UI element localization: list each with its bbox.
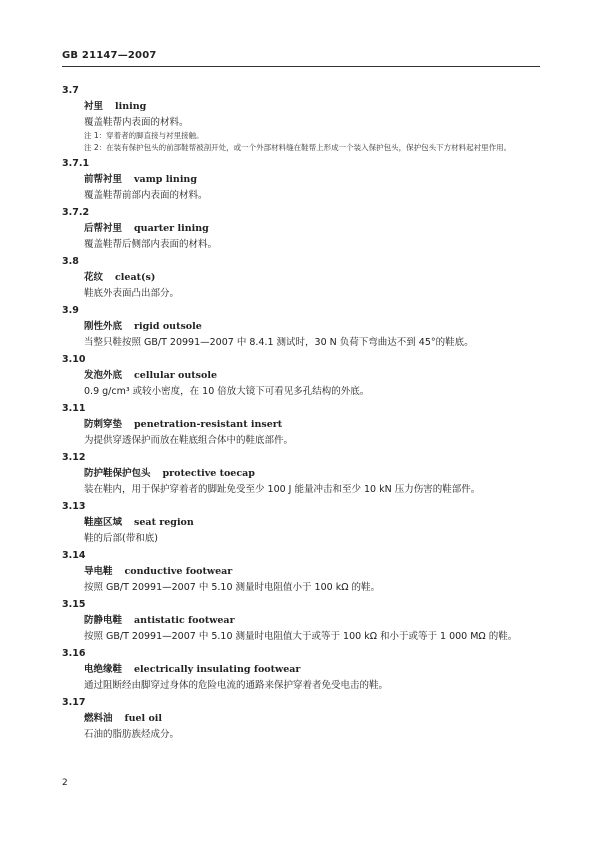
clause-number: 3.8 <box>62 256 79 267</box>
clause-number: 3.10 <box>62 354 86 365</box>
clause-number: 3.17 <box>62 697 86 708</box>
term-line <box>62 100 540 114</box>
term-line <box>62 614 540 628</box>
term-english: conductive footwear <box>124 566 233 577</box>
term-definition: 为提供穿透保护而放在鞋底组合体中的鞋底部件。 <box>84 435 294 446</box>
clause-number: 3.15 <box>62 599 86 610</box>
term-english: vamp lining <box>134 174 197 185</box>
term-english: fuel oil <box>124 713 163 724</box>
term-chinese: 后帮衬里 <box>84 223 123 234</box>
clause-number: 3.7.2 <box>62 207 90 218</box>
clause-item <box>62 402 540 451</box>
clause-number: 3.7.1 <box>62 158 90 169</box>
term-definition: 覆盖鞋帮内表面的材料。 <box>84 117 189 128</box>
definition-note: 注 2：在装有保护包头的前部鞋帮被剖开处，或一个外部材料缝在鞋帮上形成一个装入保护包头，保护包头下方材料起衬里作用。 <box>84 143 512 152</box>
term-english: electrically insulating footwear <box>134 664 301 675</box>
term-definition: 0.9 g/cm³ 或较小密度，在 10 倍放大镜下可看见多孔结构的外底。 <box>84 386 370 397</box>
clause-item <box>62 598 540 647</box>
term-chinese: 导电鞋 <box>84 566 113 577</box>
clause-item <box>62 451 540 500</box>
term-line <box>62 271 540 285</box>
term-chinese: 衬里 <box>84 101 104 112</box>
clause-number: 3.9 <box>62 305 79 316</box>
clause-item <box>62 84 540 157</box>
clause-number: 3.13 <box>62 501 86 512</box>
term-line <box>62 467 540 481</box>
term-english: lining <box>115 101 147 112</box>
clause-item <box>62 255 540 304</box>
clause-item <box>62 304 540 353</box>
term-line <box>62 418 540 432</box>
term-line <box>62 712 540 726</box>
clause-item <box>62 206 540 255</box>
term-chinese: 燃料油 <box>84 713 113 724</box>
clause-number: 3.14 <box>62 550 86 561</box>
term-english: cleat(s) <box>115 272 156 283</box>
term-line <box>62 516 540 530</box>
term-chinese: 前帮衬里 <box>84 174 123 185</box>
term-chinese: 电绝缘鞋 <box>84 664 123 675</box>
header-divider <box>62 66 540 67</box>
term-english: seat region <box>134 517 194 528</box>
term-chinese: 防护鞋保护包头 <box>84 468 151 479</box>
definition-note: 注 1：穿着者的脚直接与衬里接触。 <box>84 131 204 140</box>
term-definition: 通过阻断经由脚穿过身体的危险电流的通路来保护穿着者免受电击的鞋。 <box>84 680 389 691</box>
term-definition: 鞋的后部(带和底) <box>84 533 158 544</box>
clause-item <box>62 696 540 745</box>
clause-number: 3.16 <box>62 648 86 659</box>
clause-item <box>62 647 540 696</box>
term-line <box>62 320 540 334</box>
term-line <box>62 369 540 383</box>
term-line <box>62 565 540 579</box>
term-line <box>62 663 540 677</box>
term-english: quarter lining <box>134 223 209 234</box>
term-english: cellular outsole <box>134 370 218 381</box>
term-chinese: 花纹 <box>84 272 104 283</box>
clause-item <box>62 157 540 206</box>
term-definition: 按照 GB/T 20991—2007 中 5.10 测量时电阻值小于 100 kΩ 的鞋。 <box>84 582 380 593</box>
term-definition: 按照 GB/T 20991—2007 中 5.10 测量时电阻值大于或等于 100 kΩ 和小于或等于 1 000 MΩ 的鞋。 <box>84 631 518 642</box>
term-chinese: 发泡外底 <box>84 370 123 381</box>
term-definition: 石油的脂肪族烃成分。 <box>84 729 180 740</box>
term-chinese: 防静电鞋 <box>84 615 123 626</box>
document-body <box>62 84 540 745</box>
term-chinese: 鞋座区域 <box>84 517 123 528</box>
term-english: penetration-resistant insert <box>134 419 283 430</box>
page-number: 2 <box>62 778 68 788</box>
clause-number: 3.7 <box>62 85 79 96</box>
clause-item <box>62 549 540 598</box>
term-english: antistatic footwear <box>134 615 235 626</box>
term-definition: 鞋底外表面凸出部分。 <box>84 288 180 299</box>
clause-number: 3.11 <box>62 403 86 414</box>
term-english: rigid outsole <box>134 321 202 332</box>
clause-number: 3.12 <box>62 452 86 463</box>
standard-code-header: GB 21147—2007 <box>62 50 157 61</box>
clause-item <box>62 353 540 402</box>
term-definition: 覆盖鞋帮前部内表面的材料。 <box>84 190 208 201</box>
term-chinese: 刚性外底 <box>84 321 123 332</box>
term-line <box>62 173 540 187</box>
term-definition: 装在鞋内，用于保护穿着者的脚趾免受至少 100 J 能量冲击和至少 10 kN 压力伤害的鞋部件。 <box>84 484 481 495</box>
clause-item <box>62 500 540 549</box>
term-chinese: 防刺穿垫 <box>84 419 123 430</box>
term-english: protective toecap <box>162 468 255 479</box>
term-line <box>62 222 540 236</box>
term-definition: 覆盖鞋帮后侧部内表面的材料。 <box>84 239 218 250</box>
term-definition: 当整只鞋按照 GB/T 20991—2007 中 8.4.1 测试时，30 N 负荷下弯曲达不到 45°的鞋底。 <box>84 337 474 348</box>
